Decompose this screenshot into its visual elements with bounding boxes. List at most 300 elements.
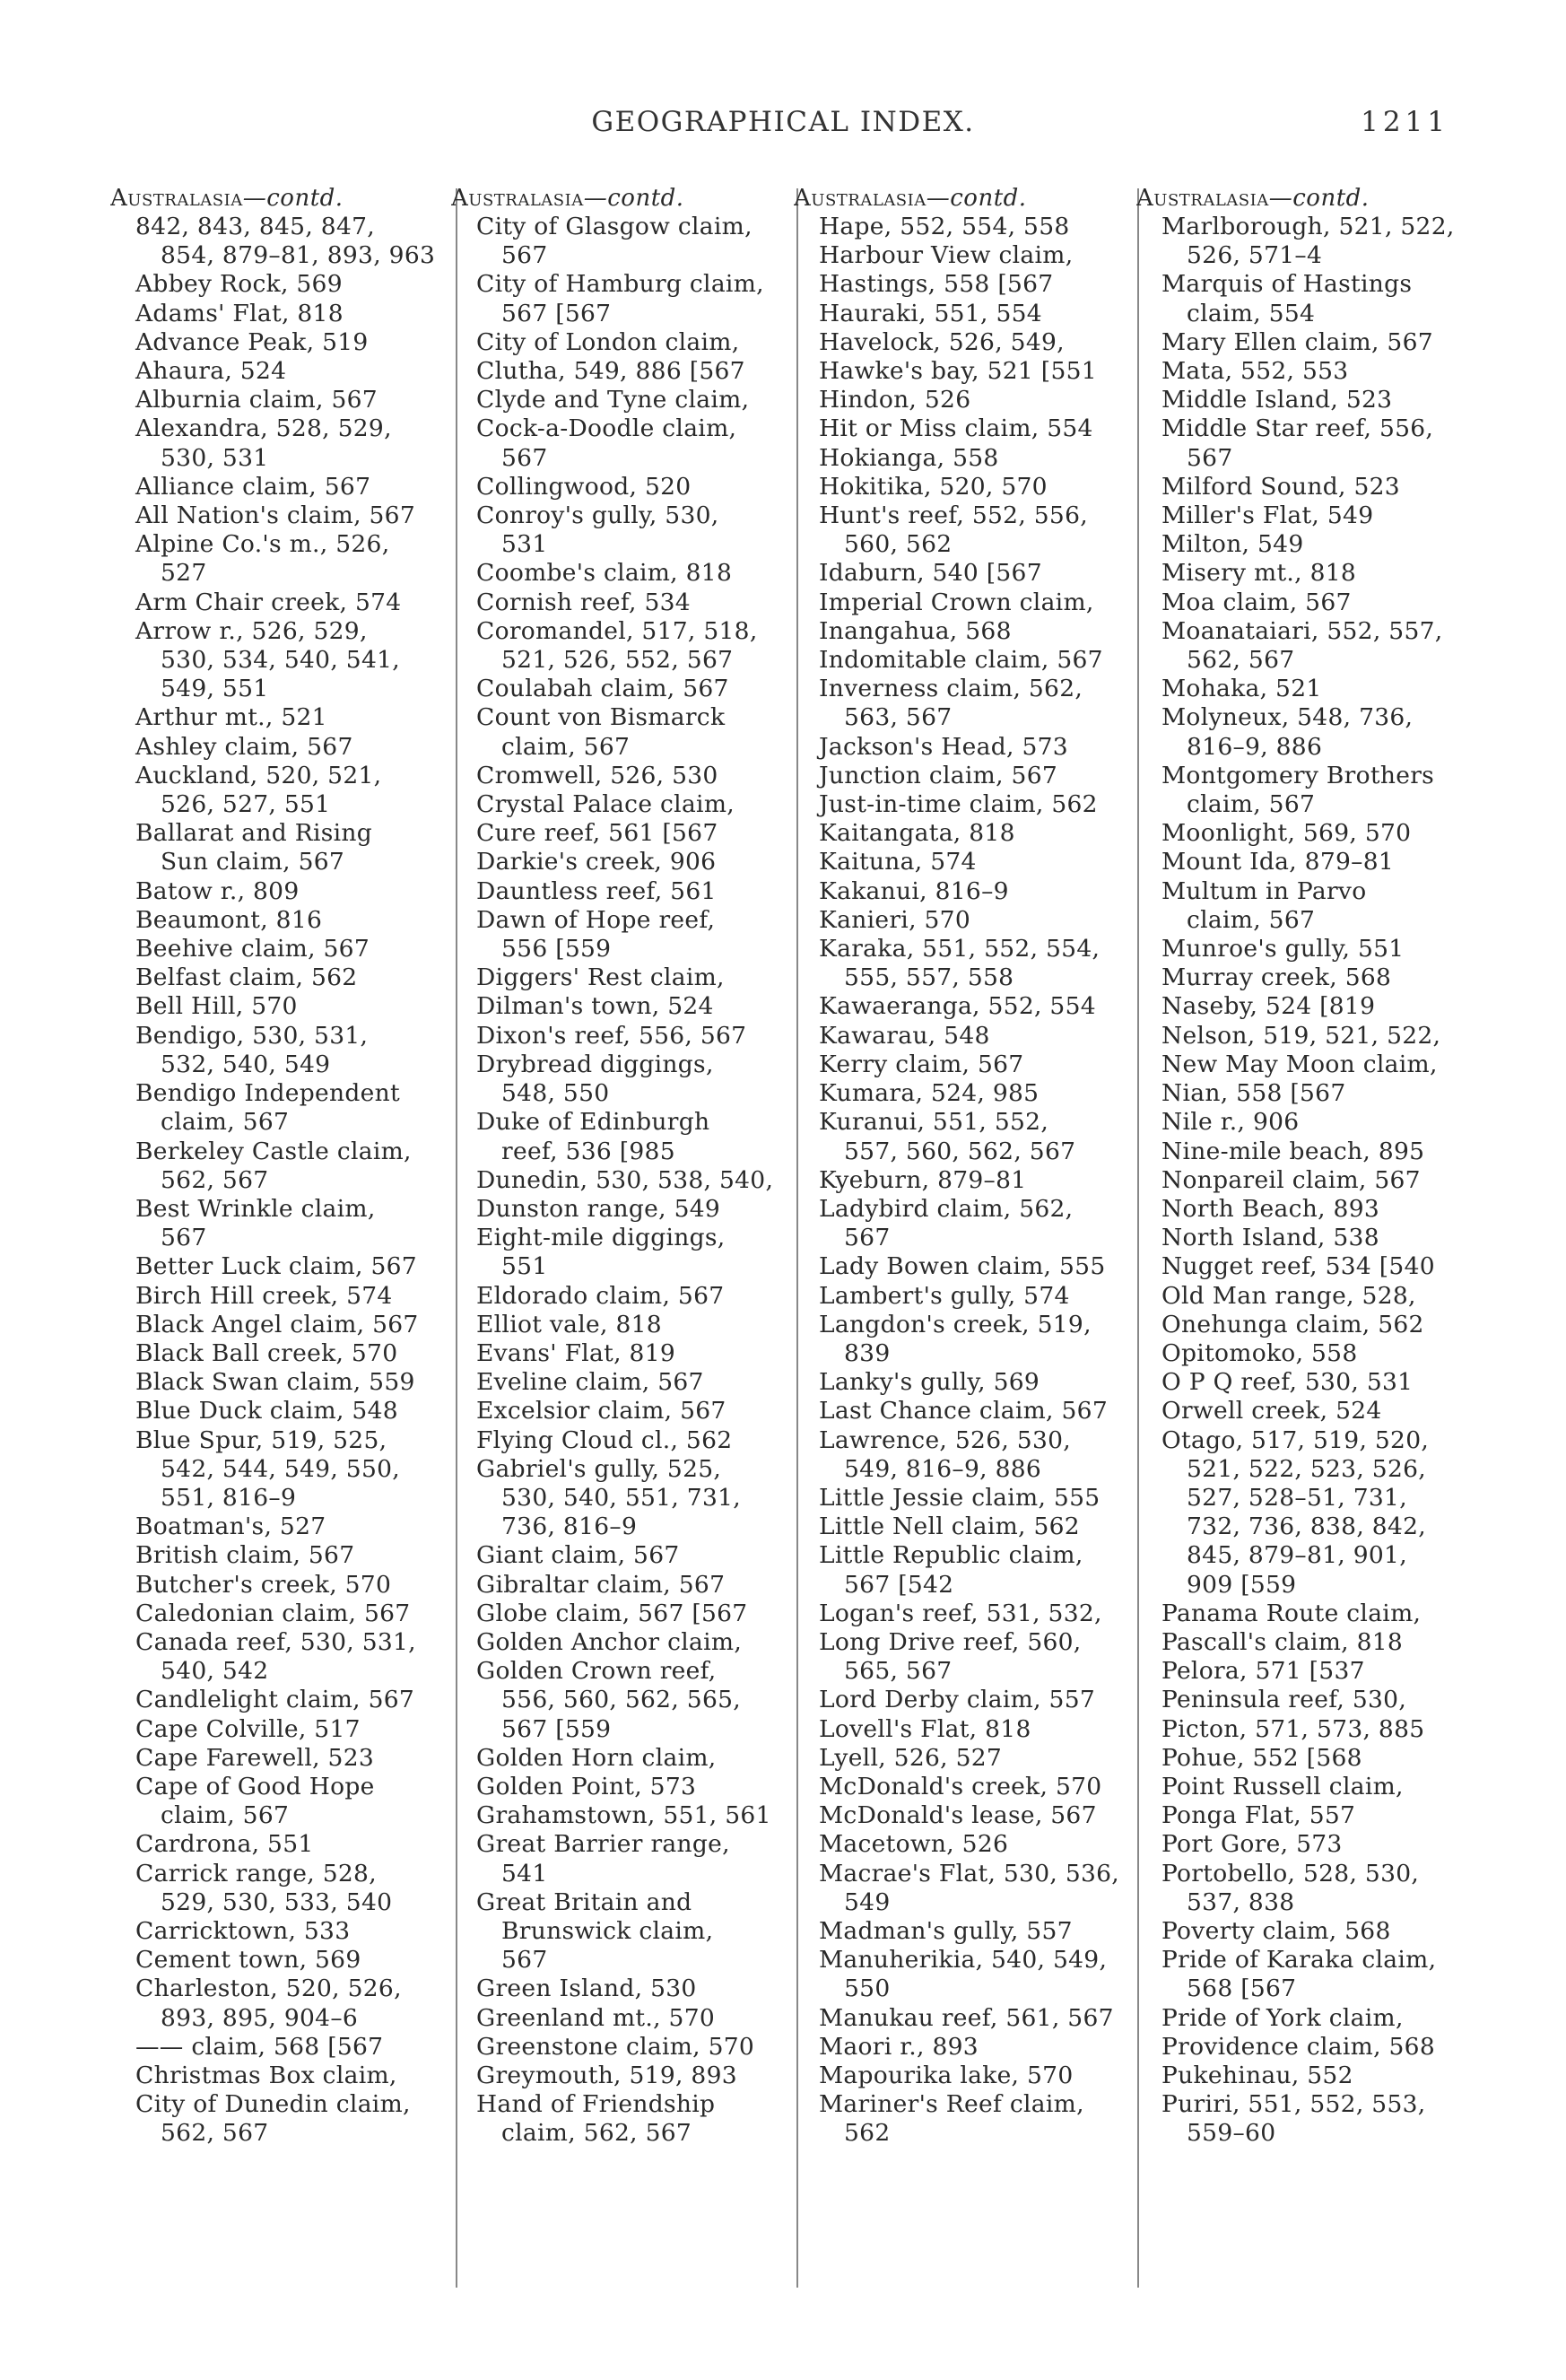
entry-line: Little Nell claim, 562: [819, 1513, 1080, 1541]
entry-line: Duke of Edinburgh: [476, 1108, 710, 1137]
index-entry: [451, 357, 788, 386]
entry-continuation: 550: [844, 1975, 891, 2003]
index-entry: [794, 1484, 1131, 1513]
index-entry: [1136, 1195, 1474, 1224]
index-entry: [1136, 2090, 1474, 2148]
index-entry: [451, 1600, 788, 1628]
index-entry: [794, 1541, 1131, 1599]
entry-continuation: 555, 557, 558: [844, 963, 1014, 992]
index-entry: [110, 877, 448, 906]
entry-line: Hape, 552, 554, 558: [819, 213, 1070, 240]
index-entry: [451, 762, 788, 790]
entry-line: Havelock, 526, 549,: [819, 327, 1065, 356]
entry-line: Mount Ida, 879–81: [1161, 848, 1395, 876]
entry-line: Adams' Flat, 818: [135, 299, 344, 327]
index-entry: [794, 1368, 1131, 1397]
entry-continuation: 845, 879–81, 901,: [1187, 1541, 1407, 1570]
entry-line: Nugget reef, 534 [540: [1161, 1252, 1435, 1281]
entry-continuation: 567: [501, 443, 548, 472]
entry-line: Greenland mt., 570: [476, 2003, 716, 2032]
entry-line: Nine-mile beach, 895: [1161, 1137, 1425, 1165]
index-entry: [794, 906, 1131, 935]
index-entry: [110, 1079, 448, 1137]
index-entry: [1136, 1311, 1474, 1339]
entry-line: Idaburn, 540 [567: [819, 559, 1042, 588]
entry-line: Hit or Miss claim, 554: [819, 414, 1093, 443]
index-entry: [110, 1715, 448, 1744]
index-entry: [1136, 588, 1474, 617]
entry-line: Black Angel claim, 567: [135, 1310, 419, 1338]
entry-continuation: 816–9, 886: [1187, 732, 1323, 761]
entry-continuation: 529, 530, 533, 540: [161, 1887, 393, 1916]
entry-continuation: 549, 816–9, 886: [844, 1454, 1042, 1483]
index-entry: [794, 646, 1131, 675]
entry-line: Little Republic claim,: [819, 1541, 1083, 1570]
entry-continuation: 542, 544, 549, 550,: [161, 1454, 400, 1483]
index-entry: [110, 819, 448, 876]
entry-continuation: 549, 551: [161, 675, 269, 703]
index-column-2: [451, 184, 788, 2355]
entry-line: Kerry claim, 567: [819, 1050, 1024, 1078]
entry-continuation: claim, 567: [1187, 905, 1316, 934]
entry-line: Mata, 552, 553: [1161, 357, 1349, 386]
entry-continuation: 909 [559: [1187, 1570, 1297, 1599]
entry-line: Lady Bowen claim, 555: [819, 1252, 1106, 1281]
index-entry: [1136, 1686, 1474, 1714]
index-entry: [794, 819, 1131, 848]
entry-continuation: 526, 527, 551: [161, 790, 331, 819]
entry-line: Last Chance claim, 567: [819, 1397, 1108, 1425]
entry-line: Old Man range, 528,: [1161, 1281, 1416, 1310]
index-entry: [451, 1368, 788, 1397]
entry-line: Coombe's claim, 818: [476, 559, 733, 588]
entry-continuation: 556 [559: [501, 935, 612, 963]
index-entry: [110, 1628, 448, 1686]
index-entry: [451, 1426, 788, 1455]
entry-continuation: 567: [161, 1224, 207, 1252]
index-column-3: [794, 184, 1131, 2355]
entry-line: Elliot vale, 818: [476, 1310, 662, 1338]
index-entry: [451, 270, 788, 327]
entry-line: Greymouth, 519, 893: [476, 2062, 737, 2089]
column-heading: Australasia—contd.: [794, 185, 1027, 212]
entry-line: Madman's gully, 557: [819, 1916, 1073, 1945]
entry-continuation: 562: [844, 2119, 891, 2148]
entry-line: Opitomoko, 558: [1161, 1338, 1358, 1367]
entry-line: Better Luck claim, 567: [135, 1252, 417, 1281]
index-entry: [1136, 2004, 1474, 2033]
index-entry: [451, 1888, 788, 1975]
entry-line: Marlborough, 521, 522,: [1161, 213, 1455, 240]
entry-line: Cape of Good Hope: [135, 1772, 375, 1800]
entry-line: Point Russell claim,: [1161, 1772, 1404, 1800]
entry-line: Hunt's reef, 552, 556,: [819, 501, 1088, 530]
entry-line: Golden Point, 573: [476, 1772, 697, 1800]
entry-continuation: claim, 567: [1187, 790, 1316, 819]
index-entry: [110, 1426, 448, 1513]
entry-line: Hawke's bay, 521 [551: [819, 357, 1097, 386]
entry-line: Misery mt., 818: [1161, 559, 1357, 588]
index-entry: [1136, 1022, 1474, 1051]
entry-line: Gibraltar claim, 567: [476, 1570, 726, 1599]
entry-line: Karaka, 551, 552, 554,: [819, 935, 1101, 963]
entry-line: Providence claim, 568: [1161, 2032, 1436, 2061]
index-entry: [794, 213, 1131, 241]
index-entry: [451, 1975, 788, 2003]
index-entry: [794, 1166, 1131, 1195]
entry-line: Cock-a-Doodle claim,: [476, 414, 737, 443]
entry-line: North Island, 538: [1161, 1224, 1379, 1252]
entry-line: Carrick range, 528,: [135, 1859, 377, 1887]
index-entry: [451, 2062, 788, 2090]
entry-continuation: 556, 560, 562, 565,: [501, 1686, 741, 1714]
entry-line: Indomitable claim, 567: [819, 646, 1103, 675]
index-entry: [794, 992, 1131, 1021]
index-entry: [794, 357, 1131, 386]
index-entry: [794, 1600, 1131, 1628]
index-entry: [451, 328, 788, 357]
index-entry: [794, 1773, 1131, 1801]
entry-line: Dilman's town, 524: [476, 992, 714, 1021]
entry-line: Candlelight claim, 567: [135, 1686, 415, 1714]
index-entry: [1136, 1282, 1474, 1311]
index-entry: [1136, 1079, 1474, 1108]
index-entry: [794, 1282, 1131, 1311]
column-heading: Australasia—contd.: [1136, 185, 1370, 212]
index-entry: [451, 617, 788, 675]
index-entry: [451, 2090, 788, 2148]
entry-line: Arthur mt., 521: [135, 703, 327, 732]
entry-line: Greenstone claim, 570: [476, 2032, 755, 2061]
index-entry: [1136, 2033, 1474, 2062]
entry-line: Nelson, 519, 521, 522,: [1161, 1021, 1441, 1050]
index-entry: [451, 2004, 788, 2033]
index-entry: [1136, 501, 1474, 530]
entry-line: Giant claim, 567: [476, 1541, 680, 1570]
entry-list: [110, 213, 448, 2149]
entry-continuation: 551, 816–9: [161, 1483, 297, 1512]
index-entry: [110, 1571, 448, 1600]
index-entry: [1136, 1917, 1474, 1946]
index-entry: [451, 1801, 788, 1830]
entry-line: Kakanui, 816–9: [819, 876, 1009, 905]
entry-line: Grahamstown, 551, 561: [476, 1801, 771, 1830]
index-entry: [794, 270, 1131, 299]
index-entry: [1136, 1657, 1474, 1686]
entry-line: Auckland, 520, 521,: [135, 761, 382, 789]
index-entry: [451, 1022, 788, 1051]
entry-line: Darkie's creek, 906: [476, 848, 717, 876]
index-entry: [1136, 328, 1474, 357]
entry-line: Pukehinau, 552: [1161, 2062, 1353, 2089]
index-entry: [451, 213, 788, 270]
entry-line: Golden Crown reef,: [476, 1657, 717, 1686]
entry-line: Canada reef, 530, 531,: [135, 1627, 416, 1656]
index-entry: [794, 444, 1131, 473]
index-entry: [110, 992, 448, 1021]
index-entry: [451, 588, 788, 617]
entry-line: Port Gore, 573: [1161, 1830, 1343, 1859]
entry-line: Jackson's Head, 573: [819, 732, 1068, 761]
entry-line: New May Moon claim,: [1161, 1050, 1438, 1078]
entry-line: 842, 843, 845, 847,: [135, 213, 375, 240]
entry-line: Poverty claim, 568: [1161, 1916, 1391, 1945]
entry-continuation: 530, 540, 551, 731,: [501, 1483, 741, 1512]
entry-line: Little Jessie claim, 555: [819, 1483, 1101, 1512]
index-entry: [1136, 819, 1474, 848]
index-entry: [1136, 1426, 1474, 1600]
index-entry: [110, 2090, 448, 2148]
entry-line: Lawrence, 526, 530,: [819, 1425, 1071, 1454]
page-number: 1211: [1361, 106, 1449, 138]
index-entry: [1136, 1397, 1474, 1425]
index-entry: [1136, 617, 1474, 675]
entry-line: Pascall's claim, 818: [1161, 1627, 1404, 1656]
entry-line: Kyeburn, 879–81: [819, 1165, 1027, 1194]
index-entry: [1136, 473, 1474, 501]
index-entry: [110, 1282, 448, 1311]
entry-line: McDonald's creek, 570: [819, 1772, 1102, 1800]
entry-line: Nile r., 906: [1161, 1108, 1300, 1137]
index-entry: [794, 1513, 1131, 1541]
entry-continuation: 530, 531: [161, 443, 269, 472]
entry-line: Belfast claim, 562: [135, 963, 358, 992]
entry-line: Cardrona, 551: [135, 1830, 314, 1859]
index-entry: [110, 1600, 448, 1628]
entry-line: Kanieri, 570: [819, 905, 970, 934]
entry-line: Alliance claim, 567: [135, 472, 371, 501]
entry-list: [1136, 213, 1474, 2149]
index-entry: [451, 1108, 788, 1165]
entry-line: —— claim, 568 [567: [135, 2032, 384, 2061]
index-entry: [451, 703, 788, 761]
entry-continuation: 567: [844, 1224, 891, 1252]
entry-line: Orwell creek, 524: [1161, 1397, 1382, 1425]
entry-line: Kaitangata, 818: [819, 819, 1015, 848]
entry-continuation: 567: [501, 241, 548, 270]
entry-line: Cure reef, 561 [567: [476, 819, 718, 848]
index-entry: [451, 1541, 788, 1570]
entry-continuation: 568 [567: [1187, 1975, 1297, 2003]
entry-line: Manuherikia, 540, 549,: [819, 1946, 1108, 1975]
index-entry: [794, 1311, 1131, 1368]
entry-line: Inangahua, 568: [819, 616, 1012, 645]
index-entry: [110, 530, 448, 588]
index-entry: [794, 1946, 1131, 2003]
index-column-4: [1136, 184, 1474, 2355]
entry-line: Otago, 517, 519, 520,: [1161, 1425, 1430, 1454]
entry-line: Ladybird claim, 562,: [819, 1194, 1074, 1223]
entry-line: Clutha, 549, 886 [567: [476, 357, 745, 386]
entry-line: Butcher's creek, 570: [135, 1570, 392, 1599]
index-entry: [110, 1917, 448, 1946]
index-entry: [794, 2033, 1131, 2062]
index-entry: [110, 300, 448, 328]
entry-continuation: claim, 567: [501, 732, 631, 761]
index-entry: [1136, 1715, 1474, 1744]
entry-line: Lambert's gully, 574: [819, 1281, 1070, 1310]
entry-continuation: 527, 528–51, 731,: [1187, 1483, 1407, 1512]
entry-line: Dunston range, 549: [476, 1194, 721, 1223]
entry-line: British claim, 567: [135, 1541, 355, 1570]
entry-line: Hand of Friendship: [476, 2090, 716, 2119]
index-entry: [451, 1657, 788, 1744]
index-entry: [1136, 1051, 1474, 1079]
entry-continuation: 567: [501, 1946, 548, 1975]
index-entry: [794, 1051, 1131, 1079]
index-entry: [110, 270, 448, 299]
entry-line: Advance Peak, 519: [135, 327, 369, 356]
entry-continuation: 893, 895, 904–6: [161, 2003, 359, 2032]
entry-line: Harbour View claim,: [819, 241, 1074, 270]
index-entry: [110, 906, 448, 935]
entry-line: Inverness claim, 562,: [819, 675, 1083, 703]
index-entry: [110, 703, 448, 732]
entry-line: Mohaka, 521: [1161, 675, 1322, 703]
index-entry: [110, 963, 448, 992]
entry-continuation: claim, 562, 567: [501, 2119, 692, 2148]
entry-continuation: 736, 816–9: [501, 1513, 638, 1541]
index-entry: [1136, 848, 1474, 876]
entry-continuation: 562, 567: [161, 1165, 269, 1194]
entry-line: Hokitika, 520, 570: [819, 472, 1048, 501]
index-entry: [794, 414, 1131, 443]
index-entry: [794, 733, 1131, 762]
index-entry: [451, 790, 788, 819]
entry-continuation: 560, 562: [844, 530, 953, 559]
entry-line: Green Island, 530: [476, 1975, 697, 2003]
entry-line: Lanky's gully, 569: [819, 1368, 1040, 1397]
index-entry: [1136, 1224, 1474, 1252]
index-entry: [794, 1830, 1131, 1859]
index-entry: [451, 1224, 788, 1281]
entry-continuation: 565, 567: [844, 1657, 953, 1686]
entry-line: Black Ball creek, 570: [135, 1338, 398, 1367]
entry-line: Hastings, 558 [567: [819, 270, 1054, 299]
entry-line: Nian, 558 [567: [1161, 1079, 1346, 1108]
entry-line: Macetown, 526: [819, 1830, 1009, 1859]
index-entry: [794, 328, 1131, 357]
index-entry: [1136, 530, 1474, 559]
index-entry: [794, 473, 1131, 501]
entry-continuation: 567 [567: [501, 299, 612, 327]
entry-continuation: claim, 567: [161, 1801, 290, 1830]
entry-line: Blue Spur, 519, 525,: [135, 1425, 387, 1454]
index-entry: [794, 848, 1131, 876]
entry-continuation: 567: [1187, 443, 1233, 472]
entry-line: Ashley claim, 567: [135, 732, 353, 761]
entry-line: Hokianga, 558: [819, 443, 999, 472]
index-entry: [1136, 935, 1474, 963]
entry-line: Arm Chair creek, 574: [135, 588, 402, 616]
index-entry: [794, 501, 1131, 559]
index-entry: [794, 559, 1131, 588]
entry-line: Miller's Flat, 549: [1161, 501, 1374, 530]
index-entry: [110, 1946, 448, 1975]
entry-line: Pride of York claim,: [1161, 2003, 1404, 2032]
entry-continuation: Brunswick claim,: [501, 1916, 714, 1945]
entry-continuation: 562, 567: [161, 2119, 269, 2148]
entry-line: Flying Cloud cl., 562: [476, 1425, 733, 1454]
index-entry: [794, 241, 1131, 270]
index-entry: [451, 1166, 788, 1195]
entry-line: City of London claim,: [476, 327, 740, 356]
entry-line: Cement town, 569: [135, 1946, 361, 1975]
entry-continuation: 531: [501, 530, 548, 559]
index-entry: [451, 819, 788, 848]
entry-line: Murray creek, 568: [1161, 963, 1392, 992]
entry-line: Hindon, 526: [819, 386, 971, 414]
entry-line: Bendigo, 530, 531,: [135, 1021, 369, 1050]
entry-continuation: 521, 522, 523, 526,: [1187, 1454, 1426, 1483]
index-entry: [794, 935, 1131, 992]
index-entry: [110, 1252, 448, 1281]
index-entry: [1136, 1368, 1474, 1397]
index-entry: [110, 1513, 448, 1541]
index-entry: [1136, 1744, 1474, 1773]
entry-line: Charleston, 520, 526,: [135, 1975, 402, 2003]
entry-line: Conroy's gully, 530,: [476, 501, 719, 530]
index-entry: [451, 848, 788, 876]
entry-line: Pohue, 552 [568: [1161, 1743, 1362, 1772]
entry-line: Golden Horn claim,: [476, 1743, 717, 1772]
entry-line: Kawaeranga, 552, 554: [819, 992, 1096, 1021]
index-entry: [451, 1282, 788, 1311]
index-entry: [794, 300, 1131, 328]
index-entry: [794, 2090, 1131, 2148]
entry-line: Cornish reef, 534: [476, 588, 691, 616]
index-entry: [1136, 675, 1474, 703]
entry-line: Mary Ellen claim, 567: [1161, 327, 1433, 356]
entry-line: Clyde and Tyne claim,: [476, 386, 750, 414]
index-entry: [1136, 1600, 1474, 1628]
entry-line: Ponga Flat, 557: [1161, 1801, 1356, 1830]
entry-line: Coulabah claim, 567: [476, 675, 729, 703]
index-entry: [1136, 213, 1474, 270]
index-entry: [451, 1195, 788, 1224]
entry-continuation: claim, 567: [161, 1108, 290, 1137]
index-entry: [794, 1022, 1131, 1051]
entry-line: Lyell, 526, 527: [819, 1743, 1003, 1772]
entry-line: City of Dunedin claim,: [135, 2090, 411, 2119]
entry-continuation: 548, 550: [501, 1079, 610, 1108]
entry-line: Imperial Crown claim,: [819, 588, 1094, 616]
index-entry: [1136, 1830, 1474, 1859]
entry-continuation: Sun claim, 567: [161, 848, 345, 876]
index-entry: [1136, 1339, 1474, 1368]
entry-list: [794, 213, 1131, 2149]
entry-line: Langdon's creek, 519,: [819, 1310, 1092, 1338]
entry-line: Long Drive reef, 560,: [819, 1627, 1082, 1656]
entry-line: Kuranui, 551, 552,: [819, 1108, 1049, 1137]
entry-line: Dunedin, 530, 538, 540,: [476, 1165, 774, 1194]
entry-line: Peninsula reef, 530,: [1161, 1686, 1407, 1714]
index-entry: [1136, 1860, 1474, 1917]
index-entry: [1136, 963, 1474, 992]
entry-line: Eight-mile diggings,: [476, 1224, 726, 1252]
index-entry: [451, 2033, 788, 2062]
entry-line: Gabriel's gully, 525,: [476, 1454, 722, 1483]
entry-line: Pride of Karaka claim,: [1161, 1946, 1437, 1975]
entry-continuation: reef, 536 [985: [501, 1137, 675, 1165]
entry-line: Montgomery Brothers: [1161, 761, 1435, 789]
entry-line: Moonlight, 569, 570: [1161, 819, 1412, 848]
index-entry: [1136, 386, 1474, 414]
entry-line: Carricktown, 533: [135, 1916, 351, 1945]
entry-line: Blue Duck claim, 548: [135, 1397, 398, 1425]
entry-line: Christmas Box claim,: [135, 2062, 397, 2089]
entry-line: Pelora, 571 [537: [1161, 1657, 1365, 1686]
